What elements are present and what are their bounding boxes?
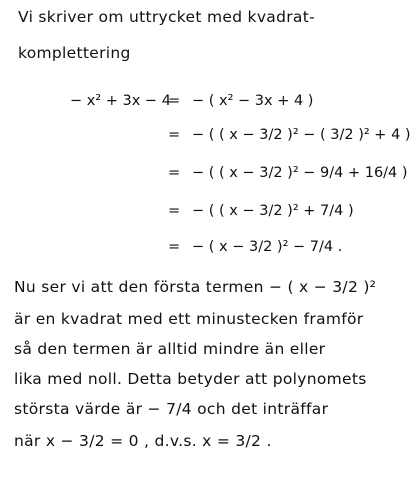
intro-line-2: komplettering	[18, 44, 131, 62]
equals-sign: =	[168, 93, 181, 109]
derivation-step-2: − ( ( x − 3/2 )² − ( 3/2 )² + 4 )	[192, 127, 411, 143]
derivation-step-4: − ( ( x − 3/2 )² + 7/4 )	[192, 203, 354, 219]
conclusion-line-3: så den termen är alltid mindre än eller	[14, 340, 326, 358]
conclusion-line-4: lika med noll. Detta betyder att polynomets	[14, 370, 367, 388]
equals-sign: =	[168, 127, 181, 143]
equals-sign: =	[168, 203, 181, 219]
intro-line-1: Vi skriver om uttrycket med kvadrat-	[18, 8, 315, 26]
derivation-step-5: − ( x − 3/2 )² − 7/4 .	[192, 239, 343, 255]
conclusion-line-1: Nu ser vi att den första termen − ( x − 3/2 )²	[14, 278, 377, 296]
equals-sign: =	[168, 239, 181, 255]
conclusion-line-5: största värde är − 7/4 och det inträffar	[14, 400, 329, 418]
conclusion-line-2: är en kvadrat med ett minustecken framför	[14, 310, 364, 328]
conclusion-line-6: när x − 3/2 = 0 , d.v.s. x = 3/2 .	[14, 432, 272, 450]
derivation-step-1: − ( x² − 3x + 4 )	[192, 93, 314, 109]
derivation-lhs: − x² + 3x − 4	[70, 93, 171, 109]
equals-sign: =	[168, 165, 181, 181]
derivation-step-3: − ( ( x − 3/2 )² − 9/4 + 16/4 )	[192, 165, 408, 181]
